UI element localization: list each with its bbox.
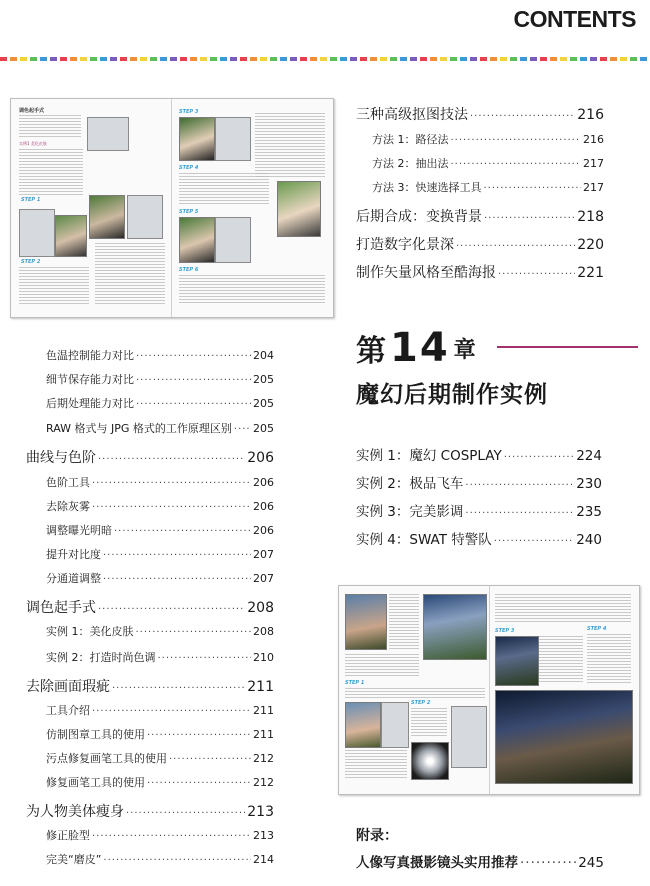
leader-dots (470, 111, 575, 122)
toc-page-number: 204 (253, 349, 274, 362)
chapter-title: 魔幻后期制作实例 (356, 382, 548, 408)
leader-dots (92, 706, 251, 717)
portrait-photo (277, 181, 321, 237)
toc-subsection-entry[interactable] (46, 726, 274, 742)
text-block (495, 594, 631, 624)
spread-subhead: 实例1 美化皮肤 (19, 141, 47, 146)
toc-section-entry[interactable] (356, 444, 602, 464)
toc-page-number: 213 (247, 804, 274, 820)
portrait-photo (179, 217, 215, 263)
leader-dots (498, 269, 575, 280)
toc-label: 曲线与色阶 (26, 450, 96, 466)
toc-label: 污点修复画笔工具的使用 (46, 752, 167, 765)
leader-dots (484, 213, 575, 224)
toc-label: 调色起手式 (26, 600, 96, 616)
toc-section-entry[interactable] (356, 206, 604, 226)
toc-subsection-entry[interactable] (46, 774, 274, 790)
toc-label: 细节保存能力对比 (46, 373, 134, 386)
toc-subsection-entry[interactable] (46, 750, 274, 766)
leader-dots (465, 480, 574, 491)
toc-subsection-entry[interactable] (46, 371, 274, 387)
toc-section-entry[interactable] (356, 234, 604, 254)
toc-subsection-entry[interactable] (46, 827, 274, 843)
color-dash-rule (0, 57, 650, 61)
toc-subsection-entry[interactable] (46, 570, 274, 586)
leader-dots (98, 604, 245, 615)
leader-dots (136, 375, 251, 386)
toc-label: 修正脸型 (46, 829, 90, 842)
leader-dots (103, 855, 251, 866)
appendix-heading: 附录： (356, 828, 398, 844)
toc-page-number: 205 (253, 373, 274, 386)
screenshot-image (87, 117, 129, 151)
spread-section-head: 调色起手式 (19, 108, 45, 114)
leader-dots (520, 855, 576, 871)
toc-page-number: 230 (576, 476, 602, 492)
step-label: STEP 1 (345, 680, 365, 686)
text-block (411, 708, 447, 738)
toc-subsection-entry[interactable] (46, 498, 274, 514)
step-label: STEP 3 (179, 109, 199, 115)
leader-dots (494, 536, 574, 547)
step-label: STEP 2 (411, 700, 431, 706)
toc-section-entry[interactable] (356, 472, 602, 492)
spread-gutter (171, 99, 172, 317)
spread-gutter (489, 586, 490, 794)
toc-page-number: 211 (253, 728, 274, 741)
leader-dots (147, 730, 251, 741)
toc-label: 实例 1：美化皮肤 (46, 625, 134, 638)
toc-label: 去除画面瑕疵 (26, 679, 110, 695)
leader-dots (451, 135, 582, 146)
toc-page-number: 211 (253, 704, 274, 717)
toc-label: 后期合成：变换背景 (356, 209, 482, 225)
text-block (179, 275, 325, 305)
toc-label: 制作矢量风格至酷海报 (356, 265, 496, 281)
toc-page-number: 205 (253, 397, 274, 410)
leader-dots (136, 399, 251, 410)
portrait-photo (179, 117, 215, 161)
step-label: STEP 1 (21, 197, 41, 203)
leader-dots (136, 351, 251, 362)
toc-section-entry[interactable] (356, 262, 604, 282)
leader-dots (158, 653, 252, 664)
toc-page-number: 216 (583, 133, 604, 146)
scene-photo (345, 594, 387, 650)
toc-page-number: 235 (576, 504, 602, 520)
text-block (345, 688, 485, 698)
scene-photo (495, 690, 633, 784)
toc-label: 工具介绍 (46, 704, 90, 717)
chapter-suffix: 章 (453, 337, 476, 363)
text-block (345, 750, 407, 778)
toc-label: RAW 格式与 JPG 格式的工作原理区别 (46, 422, 232, 435)
toc-subsection-entry[interactable] (46, 546, 274, 562)
toc-subsection-entry[interactable] (46, 347, 274, 363)
contents-title: CONTENTS (513, 6, 636, 32)
step-label: STEP 6 (179, 267, 199, 273)
leader-dots (147, 778, 251, 789)
toc-label: 提升对比度 (46, 548, 101, 561)
text-block (539, 636, 583, 684)
toc-page-number: 212 (253, 776, 274, 789)
text-block (19, 149, 83, 195)
chapter-heading (356, 326, 476, 370)
text-block (95, 243, 165, 305)
toc-label: 色阶工具 (46, 476, 90, 489)
toc-subsection-entry[interactable] (372, 131, 604, 147)
step-label: STEP 5 (179, 209, 199, 215)
toc-section-entry[interactable] (26, 801, 274, 821)
toc-label: 完美“磨皮” (46, 853, 102, 866)
leader-dots (92, 478, 251, 489)
leader-dots (126, 808, 245, 819)
toc-page-number: 206 (253, 524, 274, 537)
toc-page-number: 208 (253, 625, 274, 638)
toc-page-number: 211 (247, 679, 274, 695)
leader-dots (114, 526, 251, 537)
screenshot-image (381, 702, 409, 748)
toc-page-number: 217 (583, 157, 604, 170)
toc-subsection-entry[interactable] (46, 474, 274, 490)
sample-spread-thumbnail-1 (10, 98, 334, 318)
radial-gradient-image (411, 742, 449, 780)
toc-page-number: 208 (247, 600, 274, 616)
toc-label: 分通道调整 (46, 572, 101, 585)
appendix-page: 245 (578, 855, 604, 871)
appendix-entry[interactable] (356, 851, 604, 871)
toc-label: 打造数字化景深 (356, 237, 454, 253)
screenshot-image (19, 209, 55, 257)
text-block (587, 634, 631, 684)
toc-label: 后期处理能力对比 (46, 397, 134, 410)
toc-page-number: 205 (253, 422, 274, 435)
scene-photo (495, 636, 539, 686)
toc-label: 实例 2：极品飞车 (356, 476, 464, 492)
appendix-label: 人像写真摄影镜头实用推荐 (356, 855, 518, 871)
step-label: STEP 4 (179, 165, 199, 171)
leader-dots (169, 754, 251, 765)
chapter-rule (497, 346, 638, 348)
toc-label: 方法 3：快速选择工具 (372, 181, 482, 194)
toc-page-number: 220 (577, 237, 604, 253)
toc-page-number: 206 (253, 500, 274, 513)
leader-dots (112, 683, 245, 694)
step-label: STEP 2 (21, 259, 41, 265)
text-block (19, 115, 81, 139)
leader-dots (136, 627, 252, 638)
screenshot-image (215, 217, 251, 263)
portrait-photo (89, 195, 125, 239)
toc-label: 修复画笔工具的使用 (46, 776, 145, 789)
toc-page-number: 217 (583, 181, 604, 194)
text-block (389, 594, 419, 650)
text-block (255, 113, 325, 177)
leader-dots (484, 183, 582, 194)
toc-page-number: 206 (253, 476, 274, 489)
chapter-number: 14 (390, 325, 450, 371)
toc-subsection-entry[interactable] (46, 395, 274, 411)
toc-label: 实例 3：完美影调 (356, 504, 464, 520)
toc-section-entry[interactable] (356, 104, 604, 124)
toc-subsection-entry[interactable] (372, 179, 604, 195)
toc-subsection-entry[interactable] (46, 420, 274, 436)
toc-subsection-entry[interactable] (46, 522, 274, 538)
toc-section-entry[interactable] (26, 676, 274, 696)
leader-dots (98, 454, 245, 465)
sample-spread-thumbnail-2 (338, 585, 640, 795)
step-label: STEP 4 (587, 626, 607, 632)
toc-label: 色温控制能力对比 (46, 349, 134, 362)
step-label: STEP 3 (495, 628, 515, 634)
toc-label: 实例 4：SWAT 特警队 (356, 532, 492, 548)
toc-subsection-entry[interactable] (46, 649, 274, 665)
toc-label: 调整曝光明暗 (46, 524, 112, 537)
text-block (19, 267, 89, 305)
toc-section-entry[interactable] (356, 528, 602, 548)
screenshot-image (215, 117, 251, 161)
toc-label: 去除灰雾 (46, 500, 90, 513)
chapter-prefix: 第 (356, 334, 386, 369)
toc-subsection-entry[interactable] (46, 851, 274, 867)
toc-page-number: 210 (253, 651, 274, 664)
toc-section-entry[interactable] (26, 447, 274, 467)
leader-dots (92, 502, 251, 513)
toc-label: 为人物美体瘦身 (26, 804, 124, 820)
toc-page-number: 224 (576, 448, 602, 464)
toc-page-number: 207 (253, 548, 274, 561)
toc-page-number: 216 (577, 107, 604, 123)
leader-dots (234, 424, 251, 435)
leader-dots (103, 550, 251, 561)
leader-dots (92, 831, 251, 842)
scene-photo (423, 594, 487, 660)
text-block (345, 654, 419, 676)
leader-dots (456, 241, 575, 252)
toc-section-entry[interactable] (356, 500, 602, 520)
toc-subsection-entry[interactable] (46, 702, 274, 718)
toc-section-entry[interactable] (26, 597, 274, 617)
toc-page-number: 221 (577, 265, 604, 281)
toc-subsection-entry[interactable] (46, 623, 274, 639)
screenshot-image (451, 706, 487, 768)
screenshot-image (127, 195, 163, 239)
scene-photo (345, 702, 381, 748)
portrait-photo (55, 215, 87, 257)
toc-label: 方法 2：抽出法 (372, 157, 449, 170)
toc-label: 方法 1：路径法 (372, 133, 449, 146)
toc-page-number: 206 (247, 450, 274, 466)
toc-page-number: 212 (253, 752, 274, 765)
toc-subsection-entry[interactable] (372, 155, 604, 171)
leader-dots (465, 508, 574, 519)
toc-label: 实例 2：打造时尚色调 (46, 651, 156, 664)
toc-page-number: 218 (577, 209, 604, 225)
toc-label: 三种高级抠图技法 (356, 107, 468, 123)
toc-page-number: 214 (253, 853, 274, 866)
toc-page-number: 240 (576, 532, 602, 548)
leader-dots (103, 574, 251, 585)
text-block (179, 173, 269, 205)
leader-dots (451, 159, 582, 170)
toc-page-number: 207 (253, 572, 274, 585)
toc-label: 仿制图章工具的使用 (46, 728, 145, 741)
leader-dots (504, 452, 575, 463)
toc-label: 实例 1：魔幻 COSPLAY (356, 448, 502, 464)
toc-page-number: 213 (253, 829, 274, 842)
